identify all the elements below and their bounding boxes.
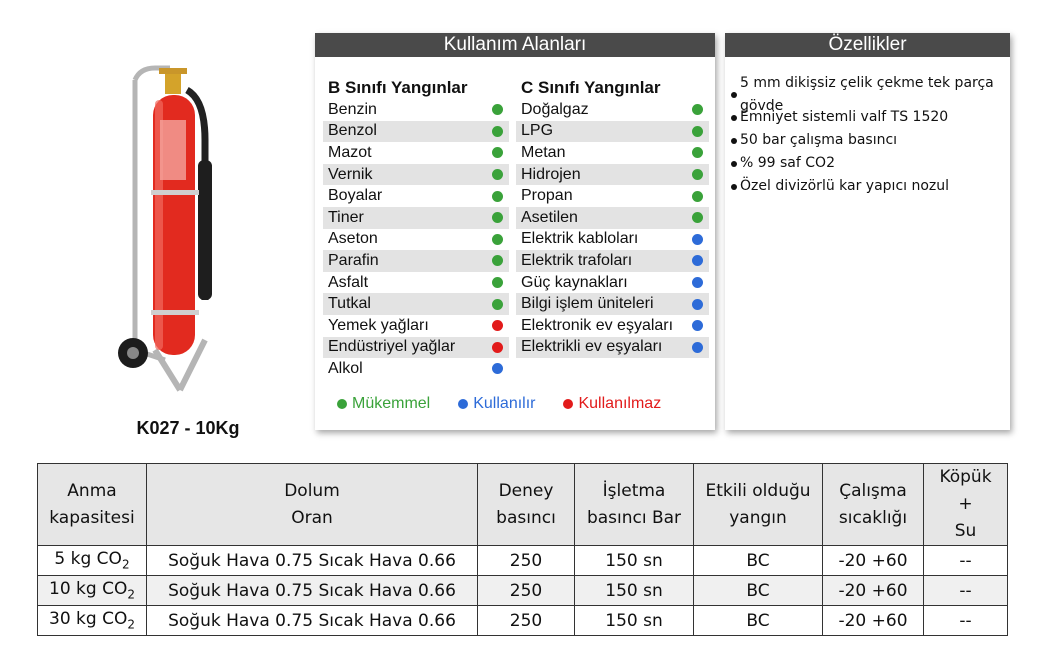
list-item-label: Benzol xyxy=(328,122,377,140)
header-test-pressure: Deney basıncı xyxy=(478,464,575,546)
green-dot-icon xyxy=(692,104,703,115)
bullet-icon xyxy=(731,92,737,98)
green-dot-icon xyxy=(492,147,503,158)
cell-effective: BC xyxy=(694,546,823,576)
list-item xyxy=(516,272,709,294)
usage-panel xyxy=(315,33,715,430)
cell-foam: -- xyxy=(924,576,1008,606)
legend xyxy=(337,395,707,413)
cell-foam: -- xyxy=(924,546,1008,576)
list-item-label: Elektrik kabloları xyxy=(521,230,639,248)
blue-dot-icon xyxy=(692,320,703,331)
cell-temp: -20 +60 xyxy=(823,546,924,576)
bullet-icon xyxy=(731,115,737,121)
green-dot-icon xyxy=(337,399,347,409)
green-dot-icon xyxy=(692,126,703,137)
list-item-label: Tutkal xyxy=(328,295,371,313)
list-item-label: Parafin xyxy=(328,251,379,269)
list-item xyxy=(323,99,509,121)
list-item-label: Tiner xyxy=(328,208,364,226)
list-item xyxy=(323,272,509,294)
product-image-extinguisher xyxy=(95,60,255,400)
list-item xyxy=(516,99,709,121)
list-item xyxy=(516,315,709,337)
green-dot-icon xyxy=(692,169,703,180)
list-item xyxy=(323,293,509,315)
list-item xyxy=(516,142,709,164)
list-item-label: Metan xyxy=(521,143,566,161)
header-fill: Dolum Oran xyxy=(147,464,478,546)
green-dot-icon xyxy=(492,299,503,310)
bullet-icon xyxy=(731,138,737,144)
list-item xyxy=(516,207,709,229)
cell-effective: BC xyxy=(694,576,823,606)
list-item-label: Mazot xyxy=(328,143,372,161)
green-dot-icon xyxy=(692,191,703,202)
green-dot-icon xyxy=(492,234,503,245)
cell-op: 150 sn xyxy=(575,606,694,636)
cell-fill: Soğuk Hava 0.75 Sıcak Hava 0.66 xyxy=(147,606,478,636)
usage-panel-title: Kullanım Alanları xyxy=(315,33,715,57)
list-item xyxy=(516,229,709,251)
list-item-label: Endüstriyel yağlar xyxy=(328,338,456,356)
table-header-row xyxy=(38,464,1008,546)
list-item xyxy=(323,121,509,143)
list-item xyxy=(323,207,509,229)
list-item-label: Asfalt xyxy=(328,273,369,291)
class-c-list xyxy=(516,99,709,358)
green-dot-icon xyxy=(692,212,703,223)
cell-effective: BC xyxy=(694,606,823,636)
cell-temp: -20 +60 xyxy=(823,606,924,636)
list-item-label: Güç kaynakları xyxy=(521,273,628,291)
list-item-label: Boyalar xyxy=(328,187,383,205)
header-foam-water: Köpük + Su xyxy=(924,464,1008,546)
list-item-label: Propan xyxy=(521,187,573,205)
list-item-label: Benzin xyxy=(328,100,377,118)
green-dot-icon xyxy=(492,255,503,266)
cell-test: 250 xyxy=(478,606,575,636)
list-item-label: Elektrikli ev eşyaları xyxy=(521,338,663,356)
list-item xyxy=(516,250,709,272)
blue-dot-icon xyxy=(692,342,703,353)
cell-foam: -- xyxy=(924,606,1008,636)
blue-dot-icon xyxy=(692,234,703,245)
table-row xyxy=(38,606,1008,636)
cell-capacity: 10 kg $CO_2$ xyxy=(38,576,147,606)
class-c-column xyxy=(516,77,709,358)
green-dot-icon xyxy=(492,191,503,202)
class-c-title: C Sınıfı Yangınlar xyxy=(521,78,661,97)
legend-usable: Kullanılır xyxy=(458,395,535,413)
header-effective-fire: Etkili olduğu yangın xyxy=(694,464,823,546)
cell-capacity: 30 kg $CO_2$ xyxy=(38,606,147,636)
cell-test: 250 xyxy=(478,576,575,606)
cell-capacity: 5 kg $CO_2$ xyxy=(38,546,147,576)
list-item-label: Asetilen xyxy=(521,208,578,226)
red-dot-icon xyxy=(492,342,503,353)
feature-item: 50 bar çalışma basıncı xyxy=(731,129,1010,152)
list-item-label: Elektrik trafoları xyxy=(521,251,633,269)
legend-excellent: Mükemmel xyxy=(337,395,430,413)
list-item xyxy=(323,142,509,164)
cell-temp: -20 +60 xyxy=(823,576,924,606)
red-dot-icon xyxy=(563,399,573,409)
list-item xyxy=(323,185,509,207)
blue-dot-icon xyxy=(692,277,703,288)
list-item xyxy=(323,358,509,380)
header-capacity: Anma kapasitesi xyxy=(38,464,147,546)
list-item-label: Elektronik ev eşyaları xyxy=(521,316,674,334)
list-item xyxy=(516,121,709,143)
cell-op: 150 sn xyxy=(575,576,694,606)
list-item-label: Aseton xyxy=(328,230,378,248)
list-item-label: Yemek yağları xyxy=(328,316,429,334)
list-item-label: Hidrojen xyxy=(521,165,581,183)
blue-dot-icon xyxy=(692,255,703,266)
blue-dot-icon xyxy=(692,299,703,310)
features-list xyxy=(731,74,1010,198)
cell-op: 150 sn xyxy=(575,546,694,576)
features-panel-title: Özellikler xyxy=(725,33,1010,57)
list-item-label: Doğalgaz xyxy=(521,100,589,118)
feature-item: 5 mm dikişsiz çelik çekme tek parça gövde xyxy=(731,83,1010,106)
list-item xyxy=(323,164,509,186)
list-item-label: Vernik xyxy=(328,165,373,183)
bullet-icon xyxy=(731,161,737,167)
features-panel xyxy=(725,33,1010,430)
green-dot-icon xyxy=(492,126,503,137)
green-dot-icon xyxy=(492,277,503,288)
list-item xyxy=(516,337,709,359)
cell-test: 250 xyxy=(478,546,575,576)
specs-table xyxy=(37,463,1008,636)
feature-item: % 99 saf CO2 xyxy=(731,152,1010,175)
green-dot-icon xyxy=(492,104,503,115)
blue-dot-icon xyxy=(458,399,468,409)
list-item xyxy=(323,250,509,272)
header-temperature: Çalışma sıcaklığı xyxy=(823,464,924,546)
list-item xyxy=(323,315,509,337)
green-dot-icon xyxy=(492,169,503,180)
list-item-label: Bilgi işlem üniteleri xyxy=(521,295,654,313)
list-item xyxy=(516,293,709,315)
table-row xyxy=(38,576,1008,606)
bullet-icon xyxy=(731,184,737,190)
feature-item: Özel divizörlü kar yapıcı nozul xyxy=(731,175,1010,198)
list-item xyxy=(516,185,709,207)
class-b-title: B Sınıfı Yangınlar xyxy=(328,78,468,97)
product-caption: K027 - 10Kg xyxy=(136,418,240,438)
list-item xyxy=(323,229,509,251)
feature-item: Emniyet sistemli valf TS 1520 xyxy=(731,106,1010,129)
class-b-list xyxy=(323,99,509,380)
table-row xyxy=(38,546,1008,576)
green-dot-icon xyxy=(492,212,503,223)
list-item-label: LPG xyxy=(521,122,554,140)
header-operating-pressure: İşletma basıncı Bar xyxy=(575,464,694,546)
cell-fill: Soğuk Hava 0.75 Sıcak Hava 0.66 xyxy=(147,546,478,576)
class-b-column xyxy=(323,77,509,380)
legend-unusable: Kullanılmaz xyxy=(563,395,661,413)
green-dot-icon xyxy=(692,147,703,158)
list-item-label: Alkol xyxy=(328,359,363,377)
red-dot-icon xyxy=(492,320,503,331)
list-item xyxy=(516,164,709,186)
blue-dot-icon xyxy=(492,363,503,374)
list-item xyxy=(323,337,509,359)
cell-fill: Soğuk Hava 0.75 Sıcak Hava 0.66 xyxy=(147,576,478,606)
